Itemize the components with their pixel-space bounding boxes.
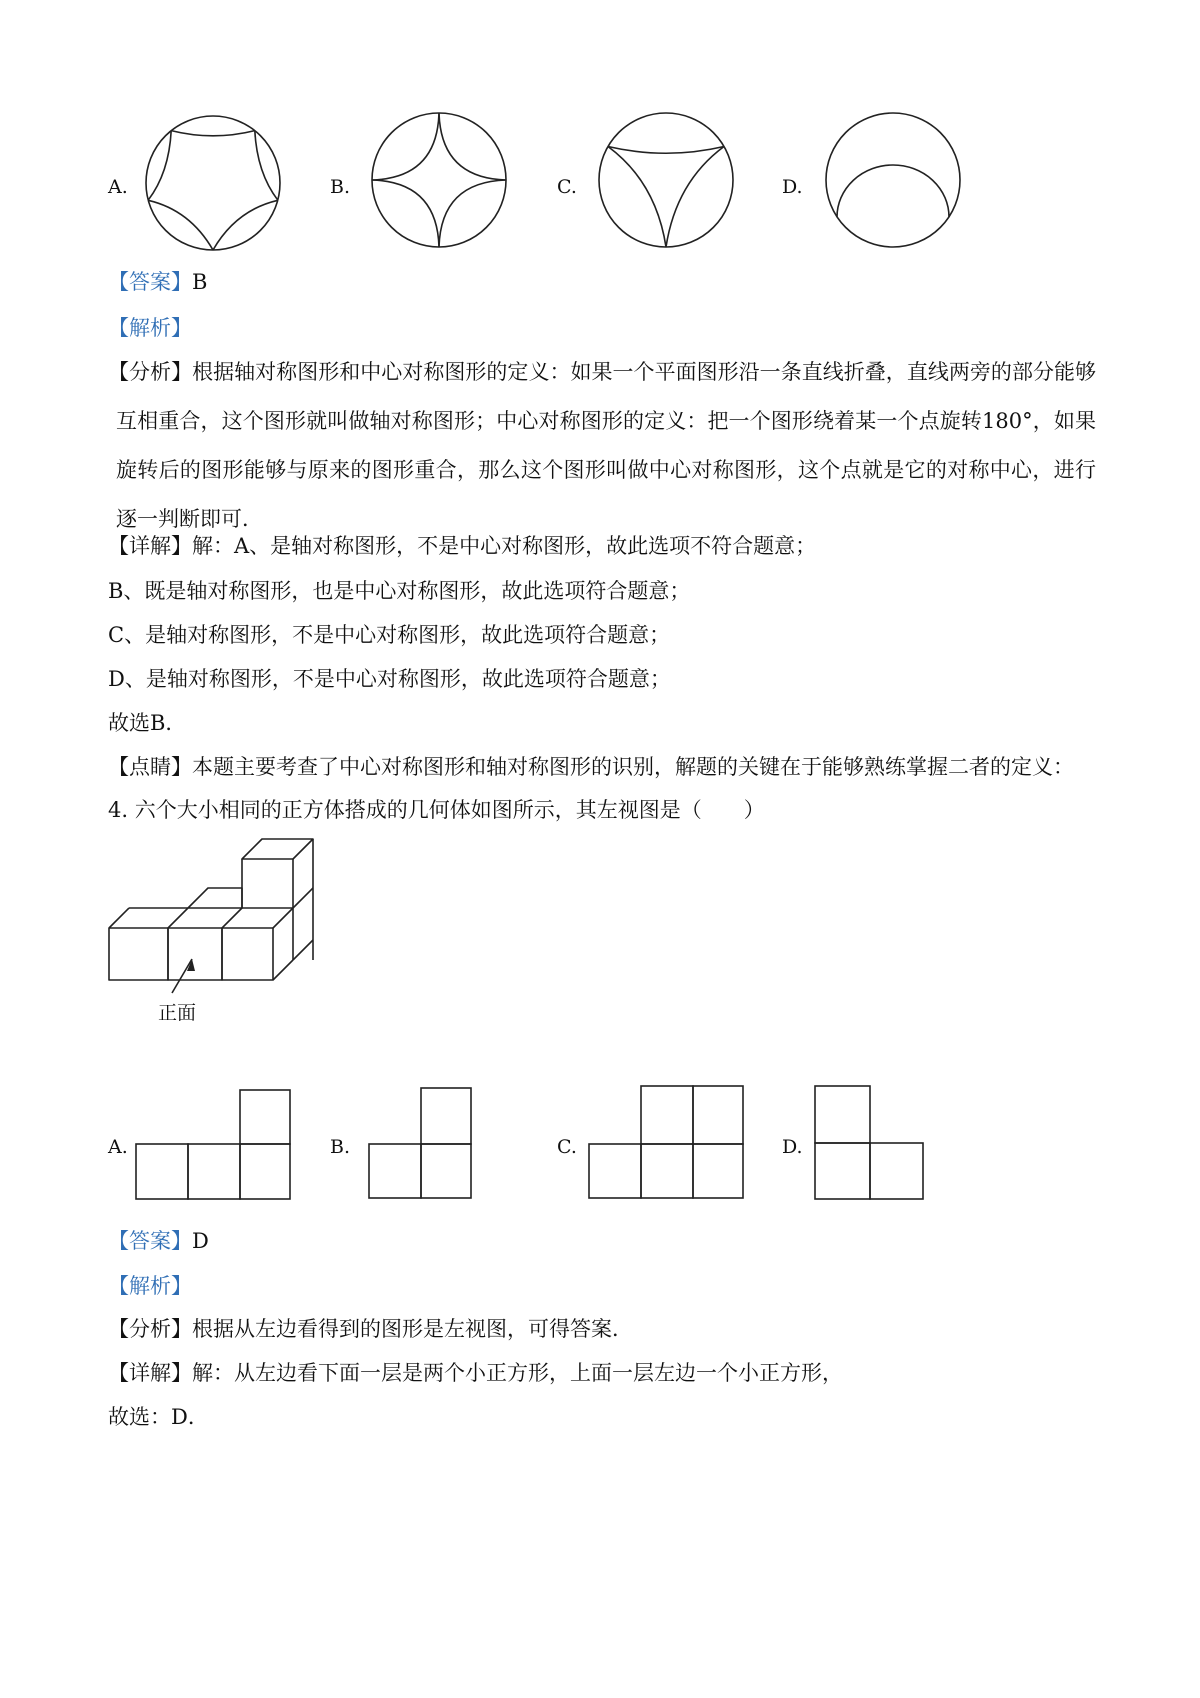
q4-solid-figure (105, 835, 345, 1015)
q4-detail-line (108, 1358, 843, 1388)
q4-front-label: 正面 (158, 1002, 197, 1024)
q4-option-a-label: A. (108, 1136, 128, 1158)
q3-dianjing-text: 本题主要考查了中心对称图形和轴对称图形的识别，解题的关键在于能够熟练掌握二者的定义： (192, 755, 1074, 779)
q3-answer-line (108, 267, 207, 297)
q4-option-a-figure (133, 1088, 293, 1203)
q3-detail-line-5: 故选B． (108, 711, 187, 735)
q4-option-d-label: D. (782, 1136, 803, 1158)
q3-dianjing-tag: 【点睛】 (108, 755, 192, 779)
q4-option-d-figure (812, 1084, 927, 1202)
q4-conclusion: 故选：D． (108, 1405, 209, 1429)
q4-question: 4. 六个大小相同的正方体搭成的几何体如图所示，其左视图是（ ） (108, 798, 765, 822)
q3-answer: B (192, 270, 208, 294)
q3-option-c-figure (596, 110, 736, 250)
q4-fenxi-line (108, 1314, 633, 1344)
q4-detail-text: 解：从左边看下面一层是两个小正方形，上面一层左边一个小正方形， (192, 1361, 843, 1385)
q4-analysis-tag: 【解析】 (108, 1274, 192, 1298)
q3-option-a-figure (143, 113, 283, 253)
q3-dianjing-line (108, 752, 1074, 782)
q4-fenxi-text: 根据从左边看得到的图形是左视图，可得答案． (192, 1317, 633, 1341)
q3-detail-text: 解：A、是轴对称图形，不是中心对称图形，故此选项不符合题意； (192, 534, 817, 558)
q3-detail-line-2: B、既是轴对称图形，也是中心对称图形，故此选项符合题意； (108, 579, 691, 603)
q4-option-c-figure (586, 1084, 746, 1202)
q3-option-d-figure (823, 110, 963, 250)
q3-detail-line-3: C、是轴对称图形，不是中心对称图形，故此选项符合题意； (108, 623, 671, 647)
q4-fenxi-tag: 【分析】 (108, 1317, 192, 1341)
q3-option-b-figure (369, 110, 509, 250)
q3-detail-tag: 【详解】 (108, 534, 192, 558)
q3-analysis-paragraph (108, 348, 1097, 544)
q3-fenxi-text: 根据轴对称图形和中心对称图形的定义：如果一个平面图形沿一条直线折叠，直线两旁的部分能够互相重合，这个图形就叫做轴对称图形；中心对称图形的定义：把一个图形绕着某一个点旋转180°，如果旋转后的图形能够与原来的图形重合，那么这个图形叫做中心对称图形，这个点就是它的对称中心，进行逐一判断即可． (116, 360, 1097, 531)
q4-answer-line (108, 1226, 209, 1256)
q4-detail-tag: 【详解】 (108, 1361, 192, 1385)
q4-answer: D (192, 1229, 209, 1253)
q3-analysis-tag: 【解析】 (108, 316, 192, 340)
q3-detail-line-1 (108, 531, 816, 561)
q3-option-c-label: C. (557, 176, 577, 198)
q3-detail-line-4: D、是轴对称图形，不是中心对称图形，故此选项符合题意； (108, 667, 671, 691)
q3-option-d-label: D. (782, 176, 803, 198)
q3-answer-tag: 【答案】 (108, 270, 192, 294)
q4-option-b-figure (366, 1086, 476, 1201)
q4-option-c-label: C. (557, 1136, 577, 1158)
q4-answer-tag: 【答案】 (108, 1229, 192, 1253)
q3-option-b-label: B. (330, 176, 351, 198)
q4-option-b-label: B. (330, 1136, 351, 1158)
q3-option-a-label: A. (108, 176, 128, 198)
q3-fenxi-tag: 【分析】 (108, 360, 193, 384)
